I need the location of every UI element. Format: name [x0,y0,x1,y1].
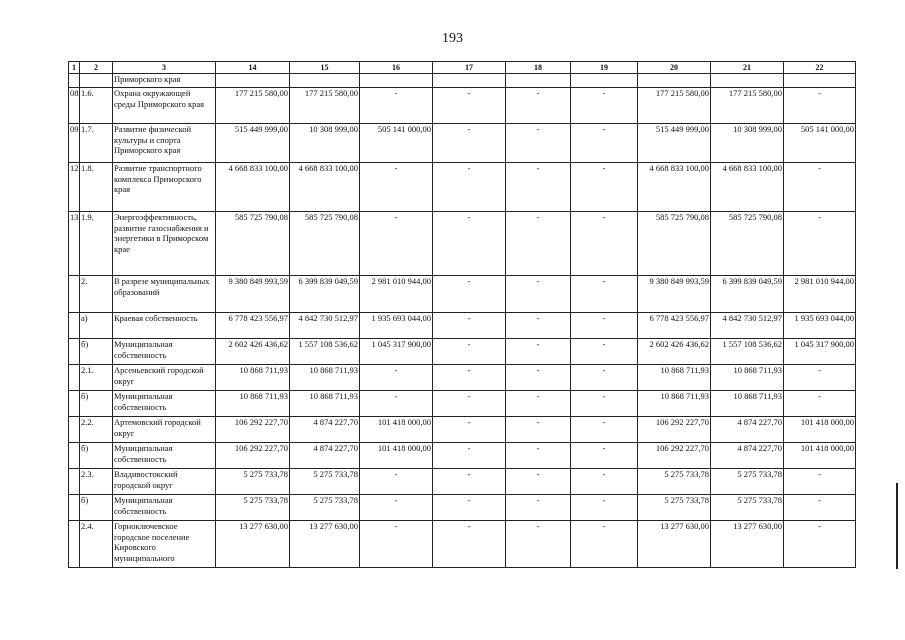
table-row [69,276,856,313]
value-cell: 585 725 790,08 [216,212,290,276]
value-cell: - [571,495,638,521]
column-header: 19 [571,62,638,74]
margin-mark [896,483,898,569]
row-title: Арсеньевский городской округ [113,365,216,391]
value-cell: 4 874 227,70 [290,417,360,443]
value-cell: 10 868 711,93 [290,365,360,391]
row-number: 2. [80,276,113,313]
value-cell: - [571,521,638,568]
column-header: 2 [80,62,113,74]
column-header: 3 [113,62,216,74]
value-cell: - [784,391,856,417]
value-cell: - [360,521,433,568]
row-code [69,417,80,443]
value-cell: - [433,417,506,443]
value-cell: - [506,124,571,163]
value-cell: - [433,212,506,276]
value-cell: 13 277 630,00 [638,521,711,568]
value-cell: 1 557 108 536,62 [711,339,784,365]
row-number: б) [80,391,113,417]
row-title: В разрезе муниципальных образований [113,276,216,313]
value-cell [360,74,433,88]
table-row [69,495,856,521]
value-cell: - [506,391,571,417]
value-cell: 101 418 000,00 [784,443,856,469]
value-cell: - [433,365,506,391]
value-cell: - [433,339,506,365]
value-cell: - [571,212,638,276]
value-cell: 1 935 693 044,00 [360,313,433,339]
value-cell: - [571,469,638,495]
row-title: Муниципальная собственность [113,443,216,469]
row-code [69,495,80,521]
value-cell: - [433,443,506,469]
value-cell: 585 725 790,08 [638,212,711,276]
value-cell: 13 277 630,00 [290,521,360,568]
value-cell: 6 399 839 049,59 [290,276,360,313]
value-cell: - [360,391,433,417]
column-header: 15 [290,62,360,74]
value-cell: - [506,469,571,495]
value-cell [711,74,784,88]
value-cell: - [433,124,506,163]
value-cell: 4 842 730 512,97 [711,313,784,339]
table-row [69,469,856,495]
value-cell: 5 275 733,78 [290,495,360,521]
table-row [69,417,856,443]
value-cell: 10 868 711,93 [638,391,711,417]
value-cell: - [360,365,433,391]
value-cell: - [433,495,506,521]
row-code: 09 [69,124,80,163]
value-cell: - [571,124,638,163]
value-cell: 6 778 423 556,97 [216,313,290,339]
row-title: Горноключевское городское поселение Кировского муниципального [113,521,216,568]
value-cell: 4 842 730 512,97 [290,313,360,339]
value-cell: 2 602 426 436,62 [638,339,711,365]
value-cell [506,74,571,88]
value-cell: - [784,365,856,391]
value-cell: 1 935 693 044,00 [784,313,856,339]
value-cell: 5 275 733,78 [216,469,290,495]
value-cell [290,74,360,88]
value-cell: - [506,212,571,276]
table-row [69,443,856,469]
row-title: Муниципальная собственность [113,339,216,365]
value-cell: 1 045 317 900,00 [784,339,856,365]
row-number: 2.3. [80,469,113,495]
row-code [69,365,80,391]
table-row [69,124,856,163]
value-cell: 585 725 790,08 [290,212,360,276]
row-code [69,391,80,417]
value-cell: - [433,469,506,495]
value-cell: 1 557 108 536,62 [290,339,360,365]
row-number: б) [80,443,113,469]
value-cell: 5 275 733,78 [290,469,360,495]
value-cell: 4 668 833 100,00 [638,163,711,212]
value-cell: 13 277 630,00 [711,521,784,568]
value-cell [216,74,290,88]
value-cell: 10 868 711,93 [638,365,711,391]
row-title: Развитие физической культуры и спорта Приморского края [113,124,216,163]
row-number: б) [80,339,113,365]
value-cell: - [784,212,856,276]
value-cell: - [506,495,571,521]
value-cell: - [571,163,638,212]
table-row [69,313,856,339]
value-cell: 10 868 711,93 [711,365,784,391]
table-row [69,74,856,88]
value-cell: 5 275 733,78 [711,495,784,521]
value-cell: 4 668 833 100,00 [216,163,290,212]
value-cell: 515 449 999,00 [216,124,290,163]
row-title: Приморского края [113,74,216,88]
value-cell: - [506,163,571,212]
row-code [69,443,80,469]
row-code: 08 [69,88,80,124]
row-number: 2.1. [80,365,113,391]
value-cell: 4 668 833 100,00 [290,163,360,212]
value-cell: 106 292 227,70 [638,443,711,469]
value-cell: 101 418 000,00 [784,417,856,443]
value-cell: 9 380 849 993,59 [216,276,290,313]
column-header: 21 [711,62,784,74]
value-cell: - [506,339,571,365]
value-cell: 4 668 833 100,00 [711,163,784,212]
value-cell: 106 292 227,70 [216,443,290,469]
value-cell: 4 874 227,70 [711,417,784,443]
page-number: 193 [442,31,463,46]
value-cell: - [784,495,856,521]
table-row [69,88,856,124]
row-title: Краевая собственность [113,313,216,339]
table-row [69,365,856,391]
row-number: 1.8. [80,163,113,212]
value-cell: - [360,163,433,212]
value-cell: - [571,391,638,417]
value-cell: - [433,276,506,313]
row-number: 1.6. [80,88,113,124]
value-cell: - [506,88,571,124]
table-row [69,212,856,276]
row-number: 2.4. [80,521,113,568]
column-header: 16 [360,62,433,74]
value-cell: 9 380 849 993,59 [638,276,711,313]
value-cell: - [571,365,638,391]
value-cell: - [571,443,638,469]
value-cell: - [433,88,506,124]
row-number: 1.7. [80,124,113,163]
row-title: Муниципальная собственность [113,495,216,521]
value-cell: - [571,88,638,124]
row-code [69,339,80,365]
row-code [69,469,80,495]
value-cell: 177 215 580,00 [638,88,711,124]
value-cell: 505 141 000,00 [360,124,433,163]
column-header: 1 [69,62,80,74]
row-title: Владивостокский городской округ [113,469,216,495]
row-code: 13 [69,212,80,276]
value-cell: - [571,276,638,313]
row-number [80,74,113,88]
value-cell: - [506,365,571,391]
value-cell: 505 141 000,00 [784,124,856,163]
value-cell: - [433,163,506,212]
value-cell: 177 215 580,00 [216,88,290,124]
value-cell: - [571,339,638,365]
value-cell: - [433,521,506,568]
value-cell: - [506,521,571,568]
value-cell: - [784,88,856,124]
value-cell: - [571,313,638,339]
value-cell: 1 045 317 900,00 [360,339,433,365]
value-cell: - [506,417,571,443]
value-cell: 101 418 000,00 [360,443,433,469]
value-cell: 10 308 999,00 [711,124,784,163]
value-cell: 10 868 711,93 [216,391,290,417]
row-number: а) [80,313,113,339]
column-header: 14 [216,62,290,74]
value-cell: 10 868 711,93 [216,365,290,391]
budget-table [68,61,856,568]
value-cell [638,74,711,88]
header-row [69,62,856,74]
column-header: 18 [506,62,571,74]
value-cell: 10 308 999,00 [290,124,360,163]
row-code [69,313,80,339]
value-cell: 515 449 999,00 [638,124,711,163]
value-cell: 4 874 227,70 [290,443,360,469]
row-number: б) [80,495,113,521]
column-header: 20 [638,62,711,74]
value-cell: - [433,391,506,417]
value-cell [433,74,506,88]
value-cell: 106 292 227,70 [216,417,290,443]
row-code: 12 [69,163,80,212]
row-title: Охрана окружающей среды Приморского края [113,88,216,124]
value-cell: - [784,521,856,568]
value-cell: - [433,313,506,339]
value-cell: - [360,495,433,521]
value-cell: 4 874 227,70 [711,443,784,469]
row-title: Муниципальная собственность [113,391,216,417]
row-title: Развитие транспортного комплекса Приморского края [113,163,216,212]
value-cell: 2 981 010 944,00 [784,276,856,313]
value-cell: - [571,417,638,443]
value-cell: - [784,163,856,212]
row-number: 1.9. [80,212,113,276]
value-cell: 177 215 580,00 [711,88,784,124]
table-row [69,163,856,212]
value-cell: 6 399 839 049,59 [711,276,784,313]
value-cell: 5 275 733,78 [216,495,290,521]
value-cell: - [360,88,433,124]
row-code [69,276,80,313]
value-cell [571,74,638,88]
value-cell: 177 215 580,00 [290,88,360,124]
value-cell: - [506,313,571,339]
value-cell: - [360,212,433,276]
value-cell [784,74,856,88]
column-header: 17 [433,62,506,74]
value-cell: - [506,276,571,313]
table-row [69,521,856,568]
row-number: 2.2. [80,417,113,443]
table-row [69,391,856,417]
value-cell: 10 868 711,93 [711,391,784,417]
row-code [69,74,80,88]
value-cell: 10 868 711,93 [290,391,360,417]
column-header: 22 [784,62,856,74]
row-title: Артемовский городской округ [113,417,216,443]
value-cell: 6 778 423 556,97 [638,313,711,339]
value-cell: - [506,443,571,469]
value-cell: 2 981 010 944,00 [360,276,433,313]
value-cell: 585 725 790,08 [711,212,784,276]
value-cell: - [784,469,856,495]
value-cell: 5 275 733,78 [711,469,784,495]
value-cell: 101 418 000,00 [360,417,433,443]
value-cell: 2 602 426 436,62 [216,339,290,365]
value-cell: - [360,469,433,495]
row-title: Энергоэффективность, развитие газоснабжения и энергетики в Приморском крае [113,212,216,276]
value-cell: 106 292 227,70 [638,417,711,443]
value-cell: 5 275 733,78 [638,469,711,495]
value-cell: 5 275 733,78 [638,495,711,521]
value-cell: 13 277 630,00 [216,521,290,568]
table-row [69,339,856,365]
row-code [69,521,80,568]
